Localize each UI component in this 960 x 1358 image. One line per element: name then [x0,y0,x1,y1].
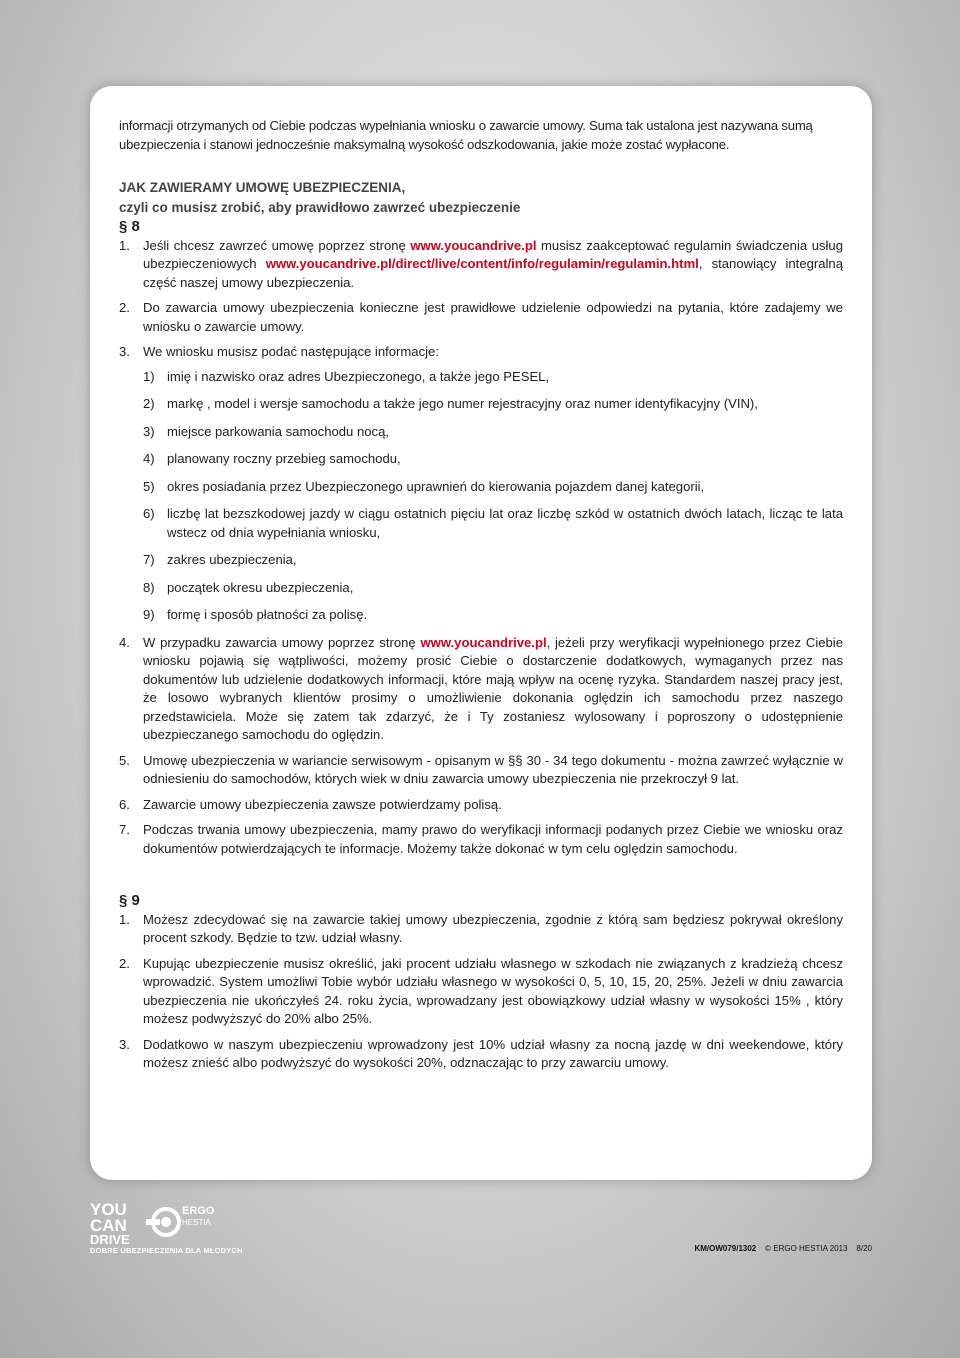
sub-number: 7) [143,552,155,567]
link-youcandrive[interactable]: www.youcandrive.pl [420,634,547,650]
logo-ergo-text: ERGO [182,1205,215,1217]
item-number: 3. [119,1036,130,1052]
sub-text: liczbę lat bezszkodowej jazdy w ciągu ostatnich pięciu lat oraz liczbę szkód w ostatnich dwóch latach, licząc te lata wstecz od dnia wypełniania wniosku, [167,506,843,540]
logo-bar-icon [146,1219,160,1225]
item-text: , jeżeli przy weryfikacji wypełnionego przez Ciebie wniosku pojawią się wątpliwości, możemy prosić Ciebie o dostarczenie dodatkowych, wymaganych przez nas dokumentów lub udzielenie dodatkowych informacji, które mają wpływ na ocenę ryzyka. Standardem naszej pracy jest, że losowo wybranych klientów prosimy o umożliwienie dokonania oględzin ich samochodu przez naszego przedstawiciela. Może się zatem tak zdarzyć, że i Ty zostaniesz wylosowany i poproszony o udostępnienie ubezpieczanego samochodu do oględzin. [143,634,843,742]
logo-drive-text: DRIVE [90,1232,130,1247]
sub-text: planowany roczny przebieg samochodu, [167,451,401,466]
sub-item [143,551,843,570]
sub-text: formę i sposób płatności za polisę. [167,607,368,622]
required-info-list [143,368,843,625]
item-text: Podczas trwania umowy ubezpieczenia, mamy prawo do weryfikacji informacji podanych przez Ciebie we wniosku oraz dokumentów potwierdzających te informacje. Możemy także dokonać w tym celu oględzin samochodu. [143,822,843,856]
item-text: Dodatkowo w naszym ubezpieczeniu wprowadzony jest 10% udział własny za nocną jazdę w dni weekendowe, który możesz znieść albo podwyższyć do wysokości 20%, odznaczając to przy zawarciu umowy. [143,1036,843,1070]
doc-code: KM/OW079/1302 [694,1244,757,1253]
sub-item [143,450,843,469]
page-number: 8/20 [856,1244,872,1253]
sub-item [143,606,843,625]
item-text: Do zawarcia umowy ubezpieczenia konieczne jest prawidłowe udzielenie odpowiedzi na pytania, które zadajemy we wniosku o zawarcie umowy. [143,300,843,334]
sub-item [143,505,843,542]
sub-item [143,423,843,442]
copyright: © ERGO HESTIA 2013 [765,1244,848,1253]
link-youcandrive[interactable]: www.youcandrive.pl [410,237,537,253]
list-item [119,911,843,948]
item-text: musisz zaakceptować regulamin świadczenia usług ubezpieczeniowych [143,237,843,271]
sub-text: miejsce parkowania samochodu nocą, [167,423,389,439]
item-number: 6. [119,796,130,812]
section-8-list [119,237,843,859]
sub-item [143,478,843,497]
item-text: Zawarcie umowy ubezpieczenia zawsze potwierdzamy polisą. [143,796,502,812]
youcandrive-ergo-hestia-logo [90,1198,260,1250]
sub-number: 1) [143,368,155,384]
list-item [119,343,843,625]
item-number: 1. [119,237,130,253]
logo-dot-icon [161,1217,171,1227]
sub-text: początek okresu ubezpieczenia, [167,579,354,595]
sub-item [143,395,843,414]
item-number: 3. [119,344,130,359]
section-heading: JAK ZAWIERAMY UMOWĘ UBEZPIECZENIA, [119,180,406,195]
list-item [119,299,843,336]
intro-paragraph: informacji otrzymanych od Ciebie podczas wypełniania wniosku o zawarcie umowy. Suma tak ustalona jest nazywana sumą ubezpieczenia i stanowi jednocześnie maksymalną wysokość odszkodowania, jakie może zostać wypłacone. [119,118,813,152]
sub-item [143,368,843,387]
document-reference [694,1244,872,1253]
item-number: 1. [119,911,130,927]
item-number: 2. [119,955,130,971]
document-body [119,117,843,1080]
sub-number: 4) [143,451,155,466]
sub-text: imię i nazwisko oraz adres Ubezpieczonego, a także jego PESEL, [167,368,550,384]
list-item [119,955,843,1029]
sub-text: markę , model i wersje samochodu a także jego numer rejestracyjny oraz numer identyfikacyjny (VIN), [167,396,758,411]
page-footer [90,1196,872,1266]
sub-text: zakres ubezpieczenia, [167,552,297,567]
link-regulamin[interactable]: www.youcandrive.pl/direct/live/content/info/regulamin/regulamin.html [265,256,699,271]
logo-can-text: CAN [90,1216,127,1235]
sub-text: okres posiadania przez Ubezpieczonego uprawnień do kierowania pojazdem danej kategorii, [167,478,705,494]
item-text: Kupując ubezpieczenie musisz określić, jaki procent udziału własnego w szkodach nie związanych z kradzieżą chcesz wprowadzić. System umożliwi Tobie wybór udziału własnego w wysokości 0, 5, 10, 15, 20, 25%. Jeżeli w dniu zawarcia ubezpieczenia nie ukończyłeś 24. roku życia, wprowadzany jest obowiązkowy udział własny w wysokości 15% , który możesz podwyższyć do 20% albo 25%. [143,955,843,1026]
sub-item [143,579,843,598]
tagline: DOBRE UBEZPIECZENIA DLA MŁODYCH [90,1246,243,1255]
section-9-list [119,911,843,1073]
item-text: Umowę ubezpieczenia w wariancie serwisowym - opisanym w §§ 30 - 34 tego dokumentu - można zawrzeć wyłącznie w odniesieniu do samochodów, których wiek w dniu zawarcia umowy ubezpieczenia nie przekroczył 9 lat. [143,752,843,786]
paragraph-mark-8: § 8 [119,218,140,235]
sub-number: 5) [143,478,155,494]
paragraph-mark-9: § 9 [119,892,140,909]
list-item [119,1036,843,1073]
item-number: 4. [119,634,130,650]
item-text: , stanowiący integralną część naszej umowy ubezpieczenia. [143,256,844,290]
list-item [119,752,843,789]
sub-number: 2) [143,396,155,411]
item-number: 7. [119,822,130,837]
list-item [119,634,843,745]
item-text: W przypadku zawarcia umowy poprzez stronę [143,634,421,650]
list-item [119,237,843,293]
section-subheading: czyli co musisz zrobić, aby prawidłowo zawrzeć ubezpieczenie [119,200,521,215]
list-item [119,796,843,815]
sub-number: 8) [143,579,155,595]
sub-number: 6) [143,506,155,521]
item-number: 2. [119,300,130,315]
logo-you-text: YOU [90,1200,127,1219]
sub-number: 9) [143,607,155,622]
item-text: Możesz zdecydować się na zawarcie takiej umowy ubezpieczenia, zgodnie z którą sam będziesz pokrywał określony procent szkody. Będzie to tzw. udział własny. [143,911,843,945]
list-item [119,821,843,858]
sub-number: 3) [143,423,155,439]
item-text: We wniosku musisz podać następujące informacje: [143,344,439,359]
logo-hestia-text: HESTIA [182,1218,211,1227]
item-number: 5. [119,752,130,768]
item-text: Jeśli chcesz zawrzeć umowę poprzez stronę [143,237,411,253]
